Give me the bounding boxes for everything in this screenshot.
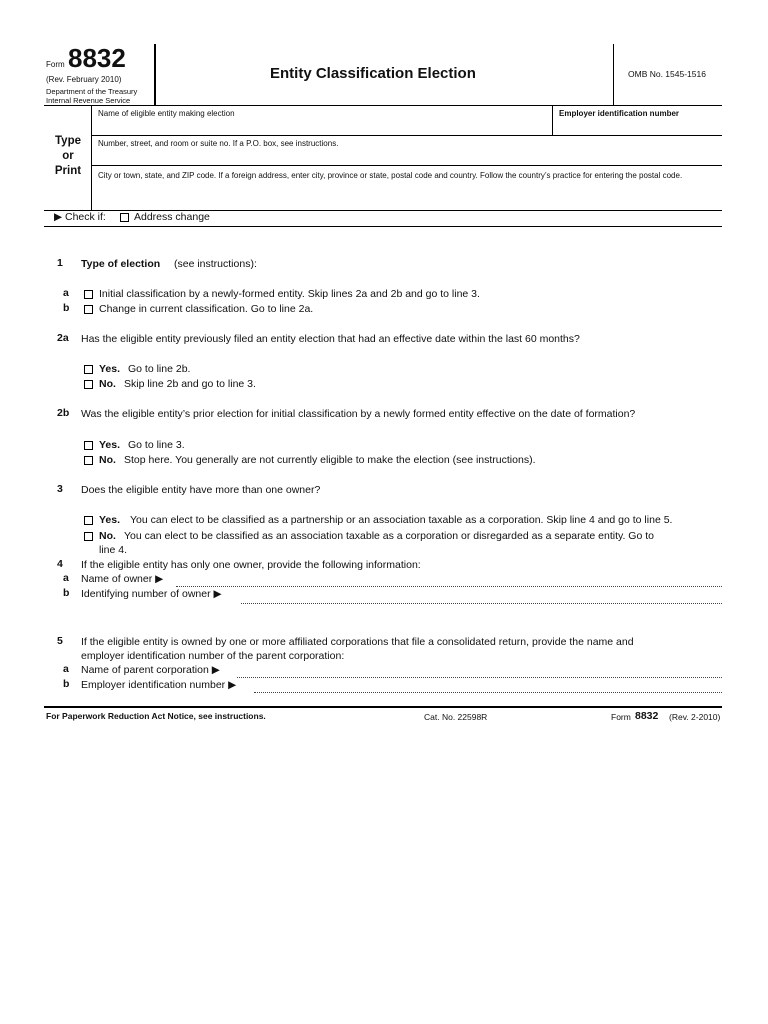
- line4b-letter: b: [63, 587, 70, 599]
- form-title: Entity Classification Election: [270, 65, 476, 82]
- parent-corporation-name-field[interactable]: [237, 677, 722, 678]
- form-number: 8832: [68, 43, 126, 73]
- line3-yes-label: Yes.: [99, 514, 121, 526]
- line2b-no-checkbox[interactable]: [84, 456, 93, 465]
- line2b-question: Was the eligible entity’s prior election for initial classification by a newly formed entity effective on the date of formation?: [81, 408, 636, 420]
- line5-text-2: employer identification number of the parent corporation:: [81, 650, 345, 662]
- owner-name-field[interactable]: [176, 586, 722, 587]
- revision-date: (Rev. February 2010): [46, 75, 122, 84]
- entity-name-field[interactable]: [92, 106, 552, 135]
- line4b-label: Identifying number of owner ▶: [81, 588, 222, 600]
- form-word: Form: [46, 60, 65, 69]
- line2a-yes-text: Go to line 2b.: [128, 363, 191, 375]
- line2a-yes-label: Yes.: [99, 363, 121, 375]
- line2a-question: Has the eligible entity previously filed an entity election that had an effective date within the last 60 months?: [81, 333, 580, 345]
- line5a-label: Name of parent corporation ▶: [81, 664, 220, 676]
- line5-number: 5: [57, 635, 63, 647]
- catalog-number: Cat. No. 22598R: [424, 712, 488, 722]
- line4a-label: Name of owner ▶: [81, 573, 164, 585]
- line3-no-text: You can elect to be classified as an association taxable as a corporation or disregarded as a separate entity. Go to: [124, 530, 654, 542]
- line1-suffix: (see instructions):: [174, 258, 257, 270]
- footer-form-word: Form: [611, 712, 631, 722]
- footer-revision: (Rev. 2-2010): [669, 712, 721, 722]
- line3-yes-checkbox[interactable]: [84, 516, 93, 525]
- line2a-no-text: Skip line 2b and go to line 3.: [124, 378, 256, 390]
- footer-form-number: 8832: [635, 710, 659, 722]
- service: Internal Revenue Service: [46, 96, 131, 105]
- header-divider-right: [613, 44, 614, 106]
- line1b-checkbox[interactable]: [84, 305, 93, 314]
- print-word: Print: [54, 165, 82, 177]
- line5b-letter: b: [63, 678, 70, 690]
- paperwork-notice: For Paperwork Reduction Act Notice, see instructions.: [46, 711, 266, 721]
- check-if-bottom-rule: [44, 226, 722, 227]
- type-word: Type: [55, 135, 81, 147]
- check-if-label: ▶ Check if:: [54, 211, 106, 223]
- line4-text: If the eligible entity has only one owner, provide the following information:: [81, 559, 421, 571]
- type-or-print: [44, 134, 92, 179]
- line3-number: 3: [57, 483, 63, 495]
- city-state-zip-field[interactable]: [92, 166, 722, 210]
- parent-ein-field[interactable]: [254, 692, 722, 693]
- city-label: City or town, state, and ZIP code. If a foreign address, enter city, province or state, postal code and country. Follow the country’s practice for entering the postal code.: [98, 171, 683, 180]
- or-word: or: [62, 150, 74, 162]
- department: Department of the Treasury: [46, 87, 138, 96]
- line3-no-text-continued: line 4.: [99, 544, 128, 556]
- owner-id-number-field[interactable]: [241, 603, 722, 604]
- header-divider-left: [154, 44, 156, 106]
- line1a-text: Initial classification by a newly-formed entity. Skip lines 2a and 2b and go to line 3.: [99, 288, 480, 300]
- ein-label: Employer identification number: [559, 109, 680, 118]
- line2b-yes-checkbox[interactable]: [84, 441, 93, 450]
- line4a-letter: a: [63, 572, 69, 584]
- line2b-no-label: No.: [99, 454, 116, 466]
- omb-number: OMB No. 1545-1516: [628, 69, 706, 79]
- line1a-checkbox[interactable]: [84, 290, 93, 299]
- line4-number: 4: [57, 558, 63, 570]
- line1-title: Type of election: [81, 258, 161, 270]
- line1-number: 1: [57, 257, 63, 269]
- line2a-no-checkbox[interactable]: [84, 380, 93, 389]
- address-change-checkbox[interactable]: [120, 213, 129, 222]
- line2a-yes-checkbox[interactable]: [84, 365, 93, 374]
- entity-name-label: Name of eligible entity making election: [98, 109, 235, 118]
- street-label: Number, street, and room or suite no. If a P.O. box, see instructions.: [98, 139, 339, 148]
- line3-no-label: No.: [99, 530, 116, 542]
- line1a-letter: a: [63, 287, 69, 299]
- address-change-label: Address change: [134, 211, 210, 223]
- line2b-no-text: Stop here. You generally are not currently eligible to make the election (see instructions).: [124, 454, 536, 466]
- line1b-letter: b: [63, 302, 70, 314]
- line3-question: Does the eligible entity have more than one owner?: [81, 484, 321, 496]
- line5b-label: Employer identification number ▶: [81, 679, 237, 691]
- line2a-no-label: No.: [99, 378, 116, 390]
- line3-no-checkbox[interactable]: [84, 532, 93, 541]
- line2a-number: 2a: [57, 332, 69, 344]
- ein-field[interactable]: [553, 106, 723, 135]
- line5a-letter: a: [63, 663, 69, 675]
- line5-text-1: If the eligible entity is owned by one or more affiliated corporations that file a consolidated return, provide the name and: [81, 636, 634, 648]
- line2b-yes-text: Go to line 3.: [128, 439, 185, 451]
- footer-rule: [44, 706, 722, 708]
- form-header: [0, 0, 768, 106]
- line3-yes-text: You can elect to be classified as a partnership or an association taxable as a corporation. Skip line 4 and go to line 5.: [130, 514, 673, 526]
- line2b-number: 2b: [57, 407, 70, 419]
- line1b-text: Change in current classification. Go to line 2a.: [99, 303, 314, 315]
- street-address-field[interactable]: [92, 136, 722, 165]
- line2b-yes-label: Yes.: [99, 439, 121, 451]
